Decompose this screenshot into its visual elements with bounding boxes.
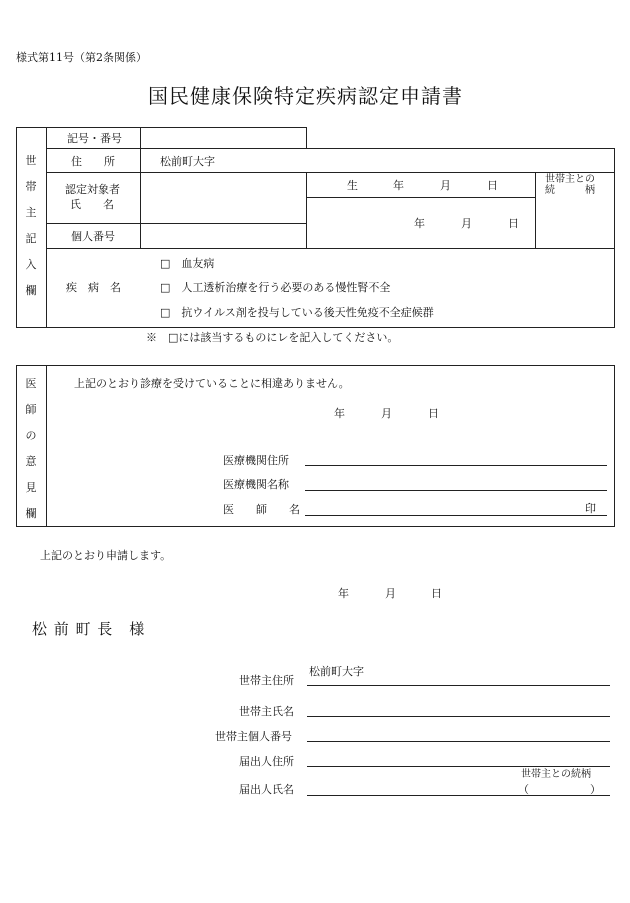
applicant-address-line[interactable] <box>307 766 610 767</box>
relation-label: 世帯主との続柄 <box>521 769 591 780</box>
checkbox-note: ※ □には該当するものにレを記入してください。 <box>146 331 399 344</box>
applicant-address-label: 届出人住所 <box>239 755 294 768</box>
applicant-name-label: 届出人氏名 <box>239 783 294 796</box>
kigo-bango-field[interactable] <box>141 128 305 147</box>
householder-address-line[interactable] <box>307 685 610 686</box>
relation-label-1: 世帯主との <box>545 174 595 185</box>
disease-label: 疾 病 名 <box>66 281 121 294</box>
householder-address-value[interactable]: 松前町大字 <box>309 665 364 678</box>
householder-side-label: 世 帯 主 記 入 欄 <box>25 154 37 297</box>
target-person-label-2: 氏 名 <box>70 198 114 211</box>
applicant-name-line[interactable] <box>307 795 610 796</box>
institution-name-label: 医療機関名称 <box>223 478 289 491</box>
birth-year-label: 年 <box>393 179 404 192</box>
individual-number-field[interactable] <box>141 224 305 247</box>
addressee: 松 前 町 長 様 <box>32 620 146 638</box>
individual-number-label: 個人番号 <box>71 230 115 243</box>
doctor-date-day: 日 <box>428 407 439 420</box>
application-statement: 上記のとおり申請します。 <box>40 549 172 562</box>
target-person-name-field[interactable] <box>141 173 305 222</box>
institution-name-line[interactable] <box>305 490 607 491</box>
date2-year-label: 年 <box>414 217 425 230</box>
relation-label-2: 続 柄 <box>545 185 595 196</box>
page-title: 国民健康保険特定疾病認定申請書 <box>148 84 463 108</box>
kigo-bango-label: 記号・番号 <box>67 132 122 145</box>
application-date-month: 月 <box>385 587 396 600</box>
birth-month-label: 月 <box>440 179 451 192</box>
householder-name-label: 世帯主氏名 <box>239 705 294 718</box>
doctor-date-year: 年 <box>334 407 345 420</box>
address-label: 住 所 <box>71 155 115 168</box>
disease-option-hemophilia[interactable]: □ 血友病 <box>160 257 215 270</box>
doctor-date-month: 月 <box>381 407 392 420</box>
householder-address-label: 世帯主住所 <box>239 674 294 687</box>
relation-open-paren: （ <box>518 783 529 796</box>
birth-day-label: 日 <box>487 179 498 192</box>
date2-month-label: 月 <box>461 217 472 230</box>
application-date-year: 年 <box>338 587 349 600</box>
doctor-name-label: 医 師 名 <box>223 503 300 516</box>
doctor-name-line[interactable] <box>305 515 607 516</box>
householder-number-line[interactable] <box>307 741 610 742</box>
relation-field[interactable] <box>536 198 614 247</box>
form-number: 様式第11号（第2条関係） <box>16 51 147 64</box>
date2-day-label: 日 <box>508 217 519 230</box>
disease-option-aids[interactable]: □ 抗ウイルス剤を投与している後天性免疫不全症候群 <box>160 306 434 319</box>
application-date-day: 日 <box>431 587 442 600</box>
doctor-side-label: 医 師 の 意 見 欄 <box>25 377 37 520</box>
seal-mark: 印 <box>585 502 596 515</box>
relation-close-paren: ） <box>590 783 601 796</box>
doctor-statement: 上記のとおり診療を受けていることに相違ありません。 <box>74 377 350 390</box>
institution-address-label: 医療機関住所 <box>223 454 289 467</box>
householder-name-line[interactable] <box>307 716 610 717</box>
target-person-label-1: 認定対象者 <box>65 183 120 196</box>
address-value[interactable]: 松前町大字 <box>160 155 215 168</box>
disease-option-renal[interactable]: □ 人工透析治療を行う必要のある慢性腎不全 <box>160 281 391 294</box>
institution-address-line[interactable] <box>305 465 607 466</box>
householder-number-label: 世帯主個人番号 <box>215 730 292 743</box>
birth-sei-label: 生 <box>347 179 358 192</box>
